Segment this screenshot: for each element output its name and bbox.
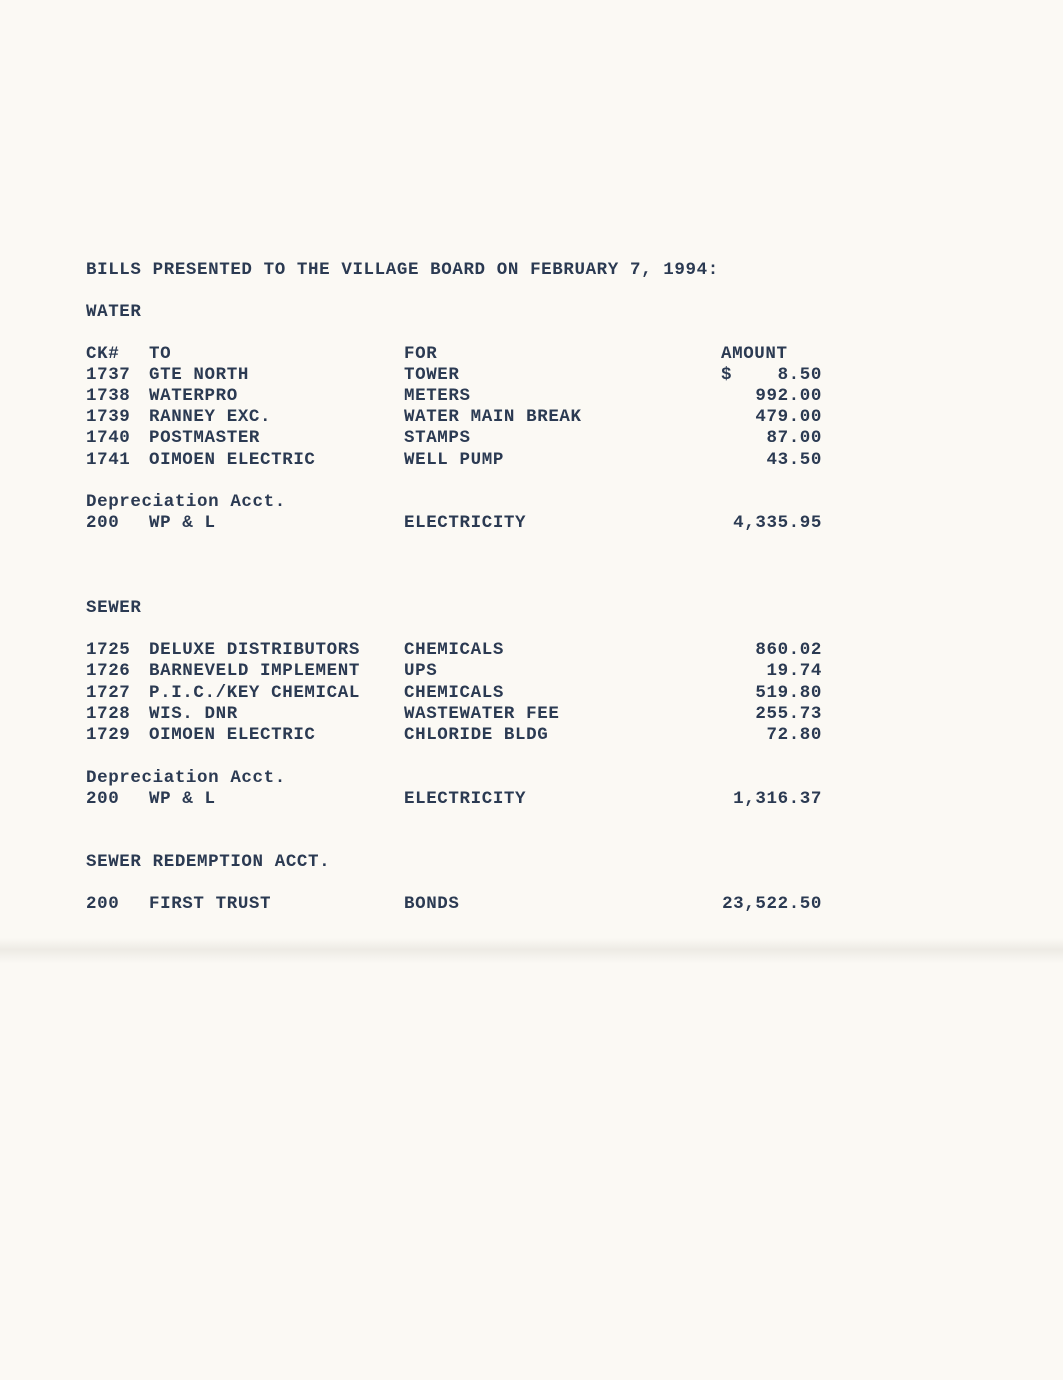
water-row-for: WATER MAIN BREAK [404,407,582,427]
water-row-for: STAMPS [404,428,471,448]
sewer-row-ck: 1729 [86,725,131,745]
sewer-row-to: DELUXE DISTRIBUTORS [149,640,360,660]
sewer-row-to: OIMOEN ELECTRIC [149,725,316,745]
column-header-to: TO [149,344,172,364]
sewer-row-for: WASTEWATER FEE [404,704,560,724]
sewer-depreciation-ck: 200 [86,789,120,809]
sewer-row-ck: 1728 [86,704,131,724]
water-row-to: RANNEY EXC. [149,407,272,427]
sewer-redemption-amount: 23,522.50 [722,894,822,914]
column-header-for: FOR [404,344,438,364]
water-row-to: OIMOEN ELECTRIC [149,450,316,470]
water-row-amount: 479.00 [755,407,822,427]
water-depreciation-to: WP & L [149,513,216,533]
sewer-row-for: CHEMICALS [404,683,504,703]
sewer-row-amount: 72.80 [766,725,822,745]
water-row-to: WATERPRO [149,386,238,406]
sewer-heading: SEWER [86,598,142,618]
sewer-row-amount: 19.74 [766,661,822,681]
sewer-row-amount: 519.80 [755,683,822,703]
water-depreciation-heading: Depreciation Acct. [86,492,286,512]
dollar-sign: $ [721,365,733,385]
sewer-row-amount: 255.73 [755,704,822,724]
water-depreciation-amount: 4,335.95 [733,513,822,533]
sewer-depreciation-amount: 1,316.37 [733,789,822,809]
water-row-for: WELL PUMP [404,450,504,470]
sewer-depreciation-to: WP & L [149,789,216,809]
sewer-redemption-ck: 200 [86,894,120,914]
sewer-row-for: CHLORIDE BLDG [404,725,549,745]
water-row-amount: 992.00 [755,386,822,406]
sewer-depreciation-for: ELECTRICITY [404,789,527,809]
water-row-to: POSTMASTER [149,428,261,448]
sewer-depreciation-heading: Depreciation Acct. [86,768,286,788]
water-row-ck: 1740 [86,428,131,448]
water-row-ck: 1741 [86,450,131,470]
sewer-row-to: WIS. DNR [149,704,238,724]
sewer-row-ck: 1727 [86,683,131,703]
sewer-row-ck: 1725 [86,640,131,660]
water-row-ck: 1737 [86,365,131,385]
sewer-row-to: P.I.C./KEY CHEMICAL [149,683,360,703]
column-header-amount: AMOUNT [721,344,788,364]
sewer-redemption-to: FIRST TRUST [149,894,272,914]
sewer-row-amount: 860.02 [755,640,822,660]
sewer-redemption-heading: SEWER REDEMPTION ACCT. [86,852,331,872]
sewer-redemption-for: BONDS [404,894,460,914]
paper-fold [0,938,1063,964]
water-row-amount: 8.50 [777,365,822,385]
document-title: BILLS PRESENTED TO THE VILLAGE BOARD ON FEBRUARY 7, 1994: [86,260,719,280]
water-row-to: GTE NORTH [149,365,249,385]
water-heading: WATER [86,302,142,322]
water-row-for: TOWER [404,365,460,385]
sewer-row-for: UPS [404,661,438,681]
water-row-amount: 87.00 [766,428,822,448]
sewer-row-ck: 1726 [86,661,131,681]
column-header-ck: CK# [86,344,120,364]
sewer-row-to: BARNEVELD IMPLEMENT [149,661,360,681]
water-depreciation-ck: 200 [86,513,120,533]
water-row-amount: 43.50 [766,450,822,470]
water-row-ck: 1738 [86,386,131,406]
water-depreciation-for: ELECTRICITY [404,513,527,533]
water-row-ck: 1739 [86,407,131,427]
water-row-for: METERS [404,386,471,406]
sewer-row-for: CHEMICALS [404,640,504,660]
